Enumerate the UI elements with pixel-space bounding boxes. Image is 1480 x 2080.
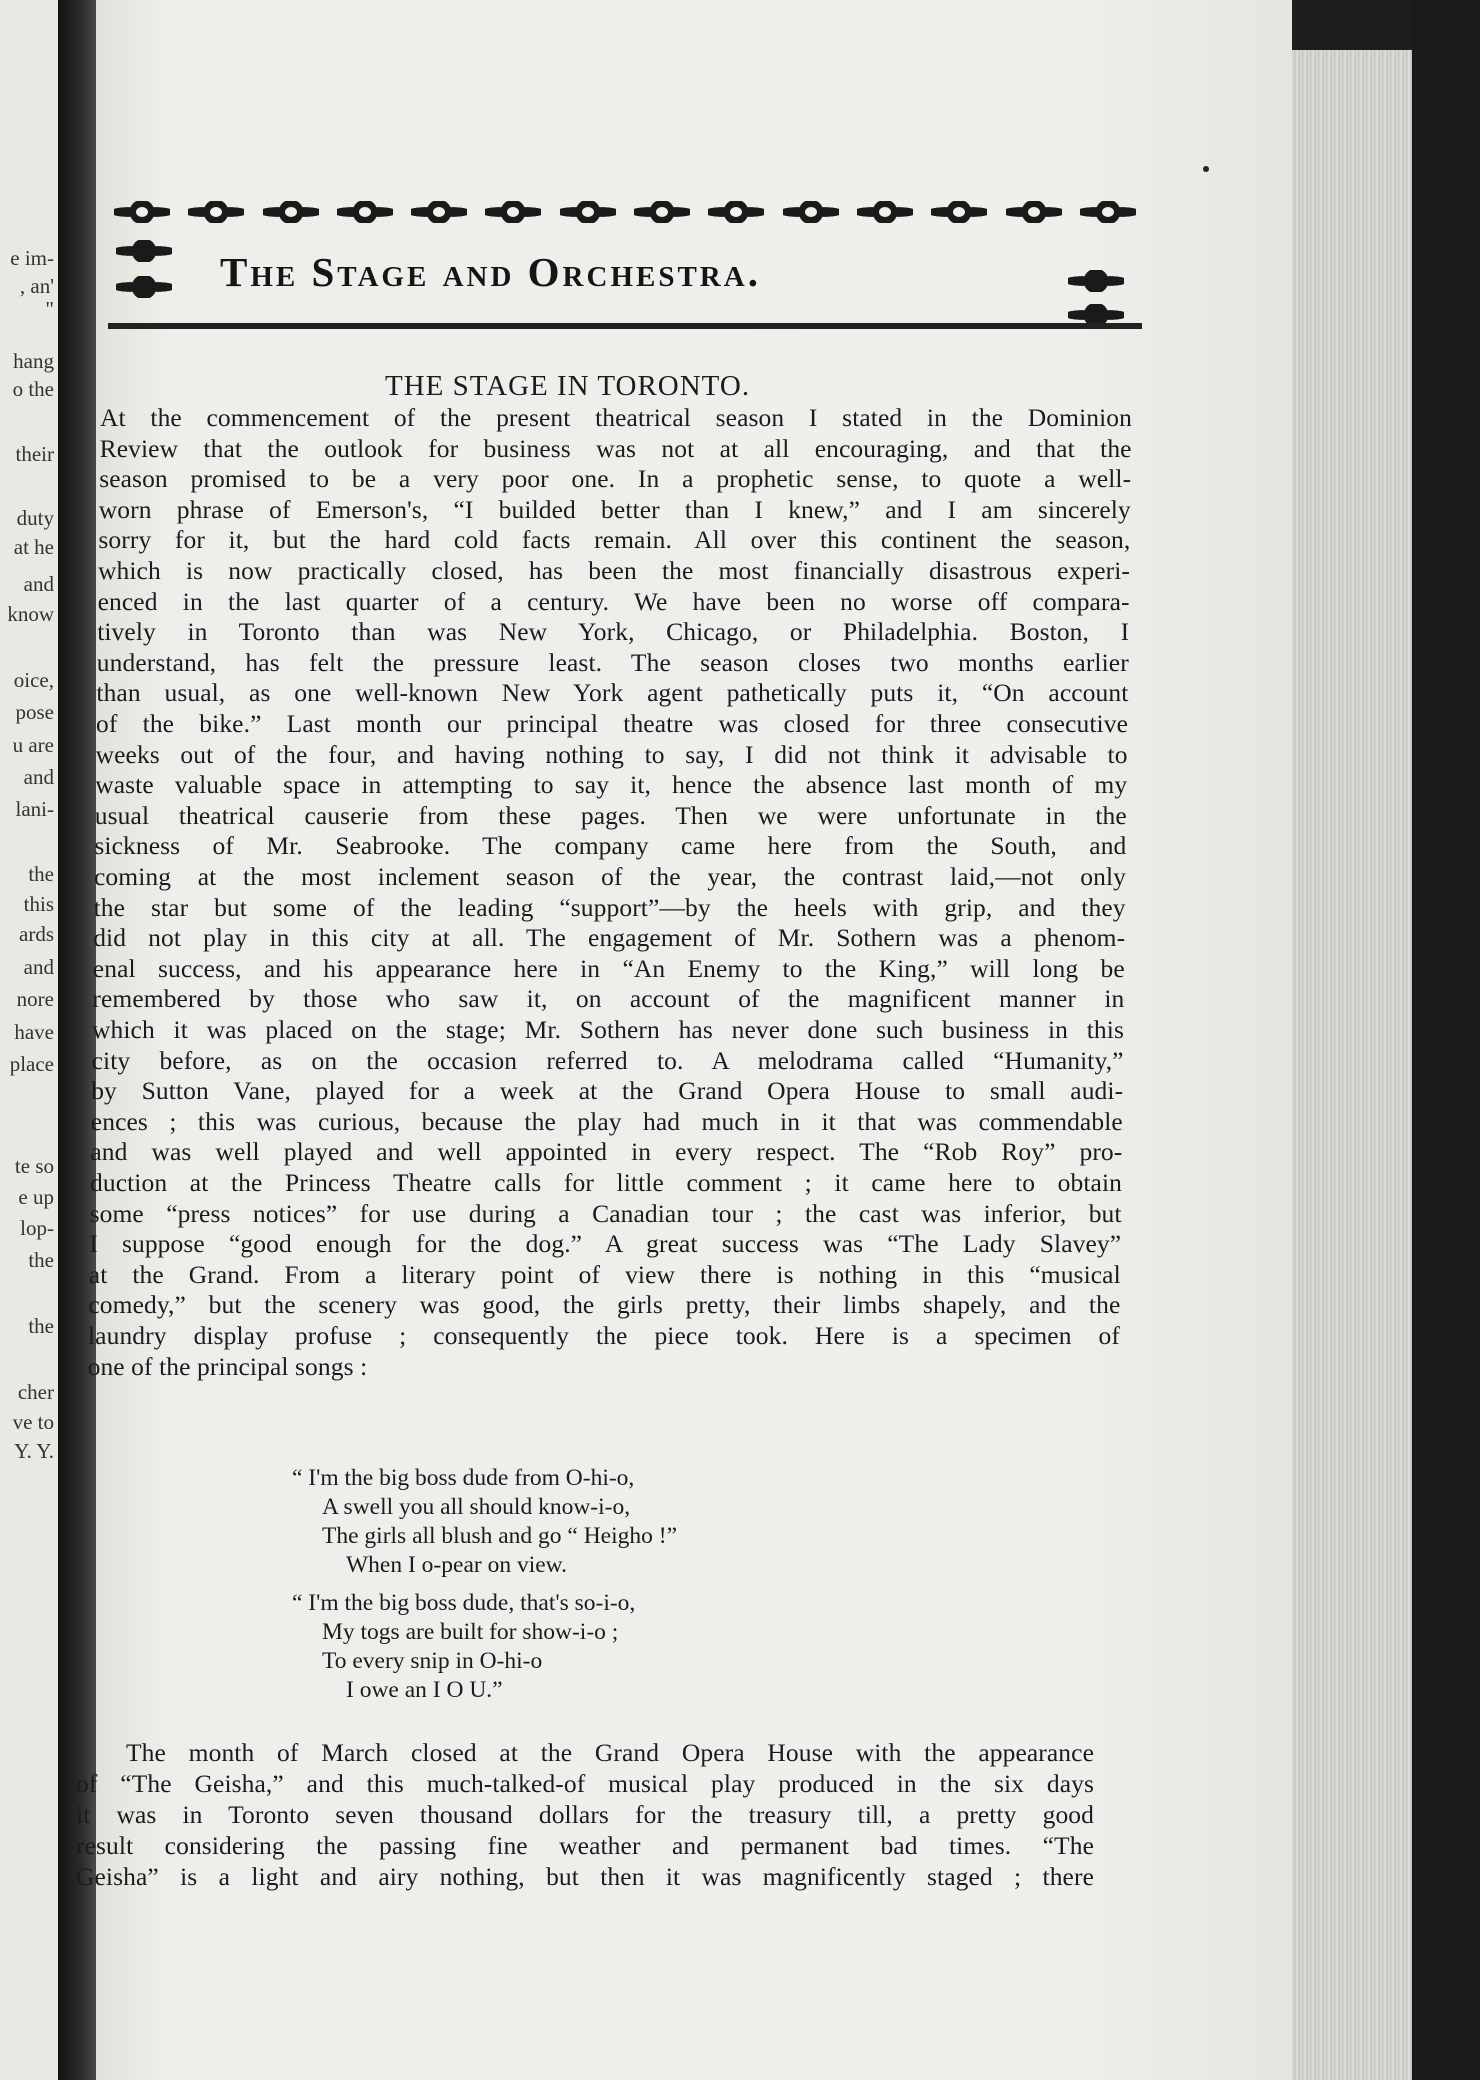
article-line: usual theatrical causerie from these pages. Then we were unfortunate in the — [94, 800, 1127, 830]
article-line: duction at the Princess Theatre calls for little comment ; it came here to obtain — [90, 1168, 1122, 1197]
closing-line: The month of March closed at the Grand Opera House with the appearance — [126, 1738, 1094, 1767]
article-line: enced in the last quarter of a century. We have been no worse off compara- — [97, 586, 1130, 616]
left-page-text-fragment: and — [23, 765, 54, 789]
floral-ornament-icon — [853, 197, 917, 227]
verse-line: When I o-pear on view. — [346, 1552, 567, 1578]
article-line: I suppose “good enough for the dog.” A great success was “The Lady Slavey” — [89, 1229, 1122, 1259]
article-line: the star but some of the leading “support”—by the heels with grip, and they — [93, 892, 1126, 922]
header-rule — [108, 323, 1142, 329]
header-ornament-row — [110, 195, 1140, 229]
article-line: Review that the outlook for business was not at all encouraging, and that the — [99, 433, 1132, 463]
left-page-text-fragment: lani- — [15, 797, 54, 821]
left-page-text-fragment: pose — [15, 700, 54, 724]
floral-ornament-icon — [704, 197, 768, 227]
scan-background-right — [1412, 0, 1480, 2080]
article-line: sickness of Mr. Seabrooke. The company came here from the South, and — [94, 831, 1127, 861]
left-page-text-fragment: hang — [13, 349, 54, 373]
left-page-text-fragment: place — [9, 1052, 54, 1076]
floral-ornament-icon — [1076, 197, 1140, 227]
left-page-text-fragment: oice, — [13, 668, 54, 692]
article-line: remembered by those who saw it, on account of the magnificent manner in — [92, 984, 1125, 1014]
floral-ornament-icon — [481, 197, 545, 227]
left-page-text-fragment: nore — [16, 987, 54, 1011]
verse-line: I owe an I O U.” — [346, 1677, 503, 1703]
closing-line: of “The Geisha,” and this much-talked-of musical play produced in the six days — [76, 1769, 1094, 1798]
article-title: THE STAGE IN TORONTO. — [385, 370, 751, 402]
left-page-text-fragment: ve to — [12, 1410, 54, 1434]
floral-ornament-icon — [556, 197, 620, 227]
left-page-text-fragment: e up — [18, 1185, 54, 1209]
left-page-text-fragment: , an' — [19, 274, 54, 298]
article-line: laundry display profuse ; consequently the piece took. Here is a specimen of — [88, 1321, 1120, 1350]
left-page-text-fragment: have — [14, 1020, 54, 1044]
article-line: season promised to be a very poor one. In a prophetic sense, to quote a well- — [99, 464, 1132, 494]
verse-line: “ I'm the big boss dude, that's so-i-o, — [292, 1590, 636, 1616]
left-page-text-fragment: " — [45, 297, 54, 321]
left-page-text-fragment: the — [28, 862, 54, 886]
article-line: and was well played and well appointed in every respect. The “Rob Roy” pro- — [90, 1137, 1123, 1167]
verse-line: My togs are built for show-i-o ; — [322, 1619, 619, 1645]
article-line: tively in Toronto than was New York, Chicago, or Philadelphia. Boston, I — [97, 617, 1130, 647]
article-line: some “press notices” for use during a Canadian tour ; the cast was inferior, but — [89, 1198, 1122, 1228]
left-page-text-fragment: u are — [12, 733, 54, 757]
book-gutter — [58, 0, 96, 2080]
article-line: comedy,” but the scenery was good, the girls pretty, their limbs shapely, and the — [88, 1290, 1121, 1320]
article-line: than usual, as one well-known New York agent pathetically puts it, “On account — [96, 678, 1129, 708]
article-line: weeks out of the four, and having nothing to say, I did not think it advisable to — [95, 739, 1128, 769]
floral-ornament-icon — [779, 197, 843, 227]
left-page-text-fragment: o the — [12, 377, 54, 401]
closing-line: Geisha” is a light and airy nothing, but then it was magnificently staged ; there — [76, 1862, 1094, 1891]
verse-line: To every snip in O-hi-o — [322, 1648, 543, 1674]
verse-line: “ I'm the big boss dude from O-hi-o, — [292, 1465, 635, 1491]
left-page-text-fragment: and — [23, 572, 54, 596]
left-page-text-fragment: lop- — [20, 1216, 54, 1240]
verse-line: A swell you all should know-i-o, — [322, 1494, 631, 1520]
article-line: sorry for it, but the hard cold facts remain. All over this continent the season, — [98, 525, 1131, 555]
left-page-text-fragment: know — [7, 602, 54, 626]
floral-ornament-icon — [184, 197, 248, 227]
left-page-text-fragment: ards — [19, 922, 54, 946]
article-line: worn phrase of Emerson's, “I builded better than I knew,” and I am sincerely — [98, 494, 1131, 524]
left-page-text-fragment: te so — [14, 1154, 54, 1178]
left-page-text-fragment: and — [23, 955, 54, 979]
page-edges — [1292, 50, 1412, 2080]
article-line: which is now practically closed, has been the most financially disastrous experi- — [98, 556, 1130, 585]
floral-ornament-icon — [112, 272, 176, 302]
left-page-text-fragment: the — [28, 1314, 54, 1338]
closing-line: result considering the passing fine weather and permanent bad times. “The — [76, 1831, 1094, 1860]
floral-ornament-icon — [927, 197, 991, 227]
left-page-text-fragment: duty — [16, 506, 54, 530]
article-line: one of the principal songs : — [87, 1351, 368, 1381]
left-page-text-fragment: the — [28, 1248, 54, 1272]
article-line: ences ; this was curious, because the play had much in it that was commendable — [90, 1106, 1123, 1136]
floral-ornament-icon — [407, 197, 471, 227]
left-page-text-fragment: their — [15, 442, 54, 466]
floral-ornament-icon — [1002, 197, 1066, 227]
article-line: of the bike.” Last month our principal theatre was closed for three consecutive — [96, 709, 1128, 738]
floral-ornament-icon — [333, 197, 397, 227]
floral-ornament-icon — [1064, 266, 1128, 296]
left-page-edge — [0, 0, 58, 2080]
left-page-text-fragment: Y. Y. — [14, 1439, 54, 1463]
ink-speck — [1203, 166, 1209, 172]
article-line: by Sutton Vane, played for a week at the Grand Opera House to small audi- — [91, 1076, 1124, 1106]
article-line: enal success, and his appearance here in “An Enemy to the King,” will long be — [92, 953, 1125, 983]
article-line: At the commencement of the present theatrical season I stated in the Dominion — [100, 403, 1132, 432]
left-page-text-fragment: cher — [17, 1380, 54, 1404]
section-header-title: The Stage and Orchestra. — [220, 249, 761, 295]
left-page-text-fragment: e im- — [10, 246, 54, 270]
verse-line: The girls all blush and go “ Heigho !” — [322, 1523, 678, 1549]
article-line: waste valuable space in attempting to say it, hence the absence last month of my — [95, 770, 1128, 800]
article-line: coming at the most inclement season of the year, the contrast laid,—not only — [94, 862, 1126, 891]
floral-ornament-icon — [630, 197, 694, 227]
left-page-text-fragment: at he — [13, 535, 54, 559]
closing-line: it was in Toronto seven thousand dollars for the treasury till, a pretty good — [76, 1800, 1094, 1829]
article-line: city before, as on the occasion referred to. A melodrama called “Humanity,” — [91, 1045, 1124, 1075]
article-line: understand, has felt the pressure least. The season closes two months earlier — [96, 647, 1129, 677]
floral-ornament-icon — [112, 236, 176, 266]
floral-ornament-icon — [259, 197, 323, 227]
article-line: at the Grand. From a literary point of view there is nothing in this “musical — [88, 1259, 1121, 1289]
floral-ornament-icon — [110, 197, 174, 227]
article-line: did not play in this city at all. The engagement of Mr. Sothern was a phenom- — [93, 923, 1126, 953]
left-page-text-fragment: this — [23, 892, 54, 916]
article-line: which it was placed on the stage; Mr. Sothern has never done such business in this — [92, 1015, 1124, 1044]
